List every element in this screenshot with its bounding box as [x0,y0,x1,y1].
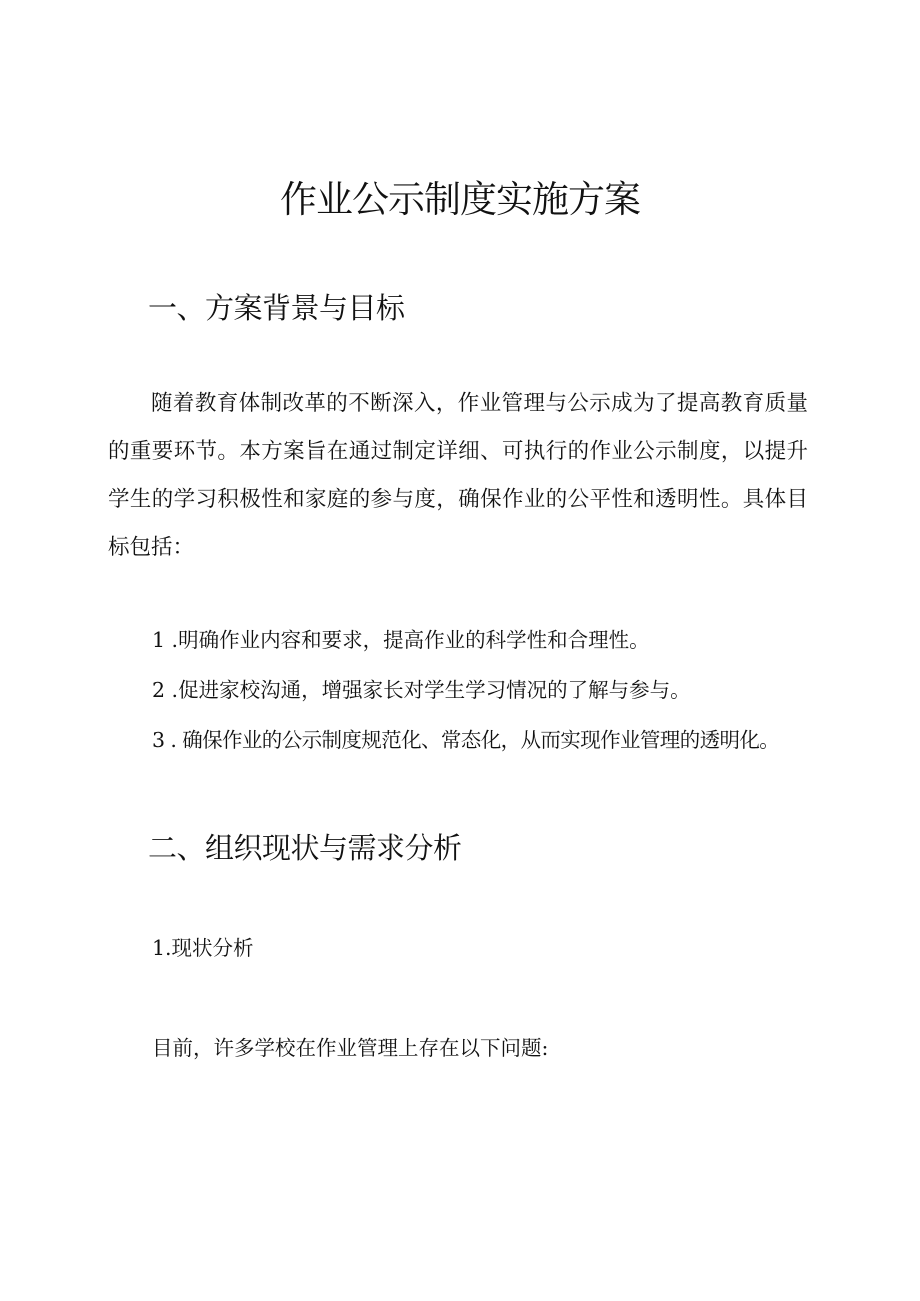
document-title: 作业公示制度实施方案 [280,178,640,221]
goal-item-1: 1 .明确作业内容和要求，提高作业的科学性和合理性。 [152,628,650,652]
section-heading-2: 二、组织现状与需求分析 [148,831,462,865]
goal-item-2: 2 .促进家校沟通，增强家长对学生学习情况的了解与参与。 [152,678,691,702]
section-2-paragraph: 目前，许多学校在作业管理上存在以下问题: [152,1036,549,1060]
section-1-paragraph: 随着教育体制改革的不断深入，作业管理与公示成为了提高教育质量的重要环节。本方案旨在通过制定详细、可执行的作业公示制度，以提升学生的学习积极性和家庭的参与度，确保作业的公平性和透明性。具体目标包括： [108,391,808,560]
subsection-heading: 1.现状分析 [152,936,254,960]
goal-item-3: 3 . 确保作业的公示制度规范化、常态化，从而实现作业管理的透明化。 [152,728,780,752]
section-heading-1: 一、方案背景与目标 [148,291,405,325]
